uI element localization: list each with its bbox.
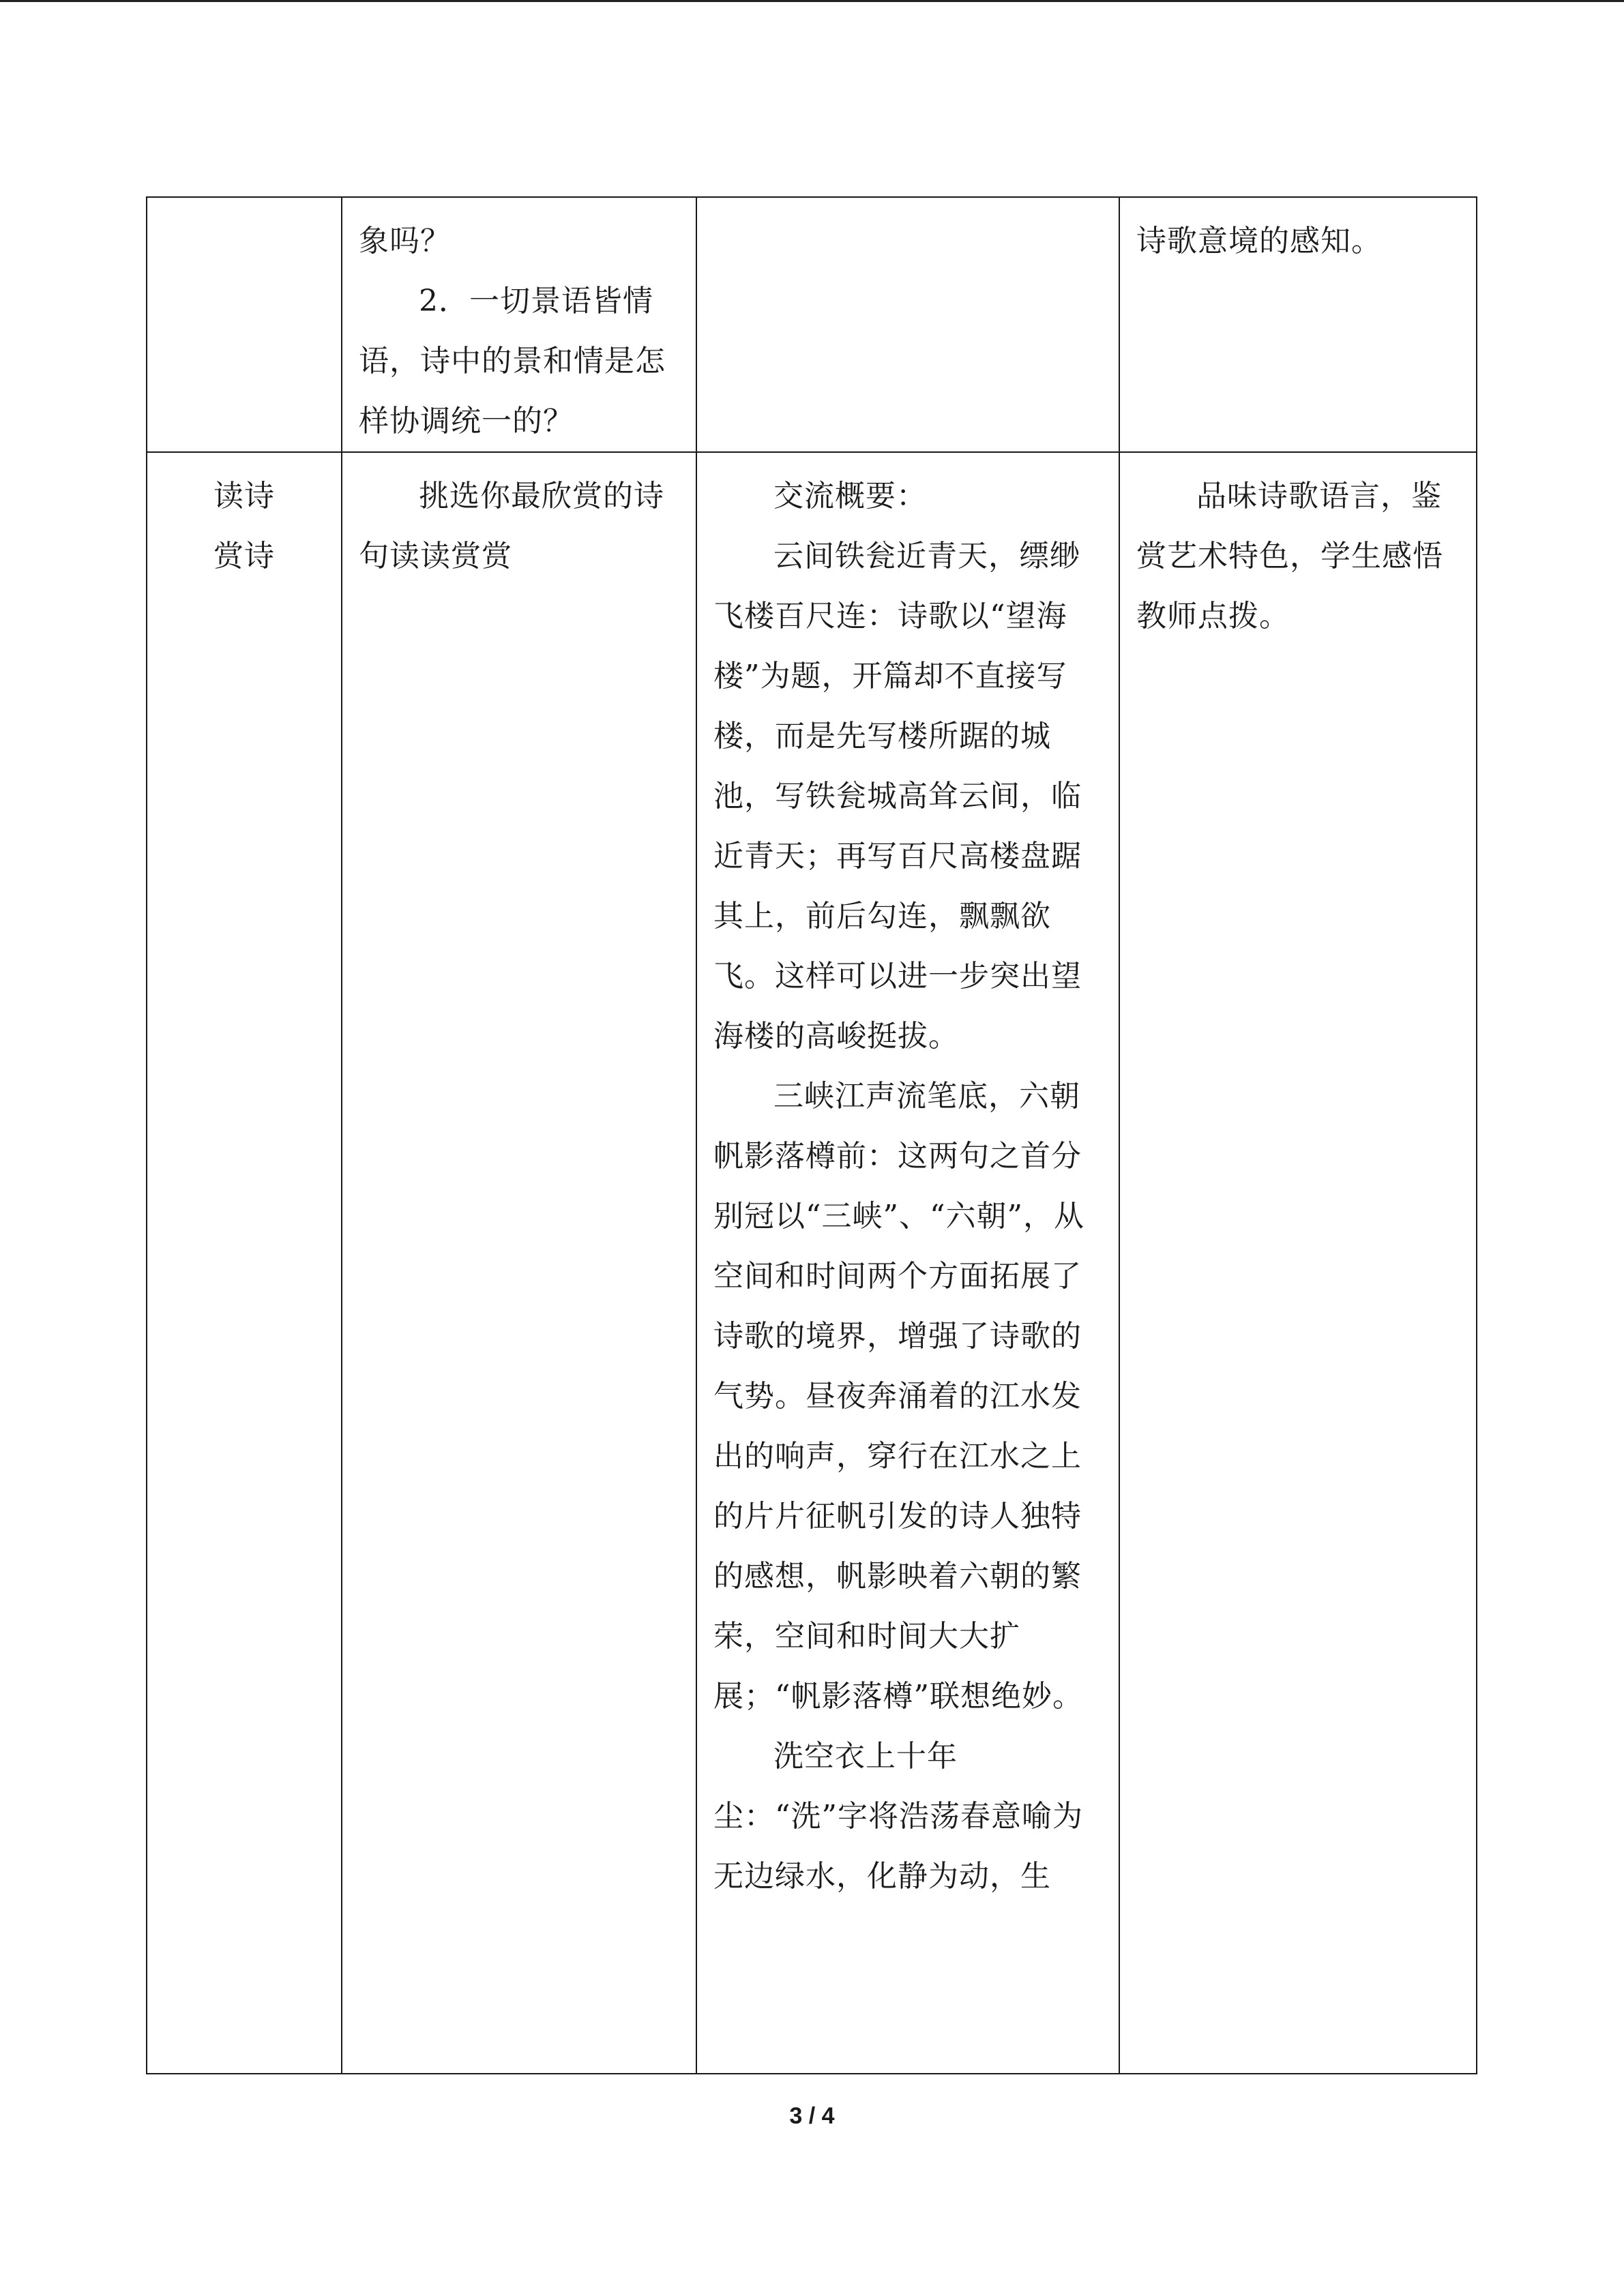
summary-paragraph-1: 云间铁瓮近青天，缥缈飞楼百尺连：诗歌以“望海楼”为题，开篇却不直接写楼，而是先写楼所踞的城池，写铁瓮城高耸云间，临近青天；再写百尺高楼盘踞其上，前后勾连，飘飘欲飞。这样可以进一步突出望海楼的高峻挺拔。 [713, 539, 1082, 1054]
stage-label-line-1: 读诗 [213, 479, 275, 513]
purpose-text: 品味诗歌语言，鉴赏艺术特色，学生感悟教师点拨。 [1136, 479, 1443, 633]
summary-paragraph-2: 三峡江声流笔底，六朝帆影落樽前：这两句之首分别冠以“三峡”、“六朝”，从空间和时间两个方面拓展了诗歌的境界，增强了诗歌的气势。昼夜奔涌着的江水发出的响声，穿行在江水之上的片片征帆引发的诗人独特的感想，帆影映着六朝的繁荣，空间和时间大大扩展；“帆影落樽”联想绝妙。 [713, 1079, 1084, 1714]
activity-text: 挑选你最欣赏的诗句读读赏赏 [359, 479, 664, 573]
page-number: 3 / 4 [789, 2103, 835, 2129]
table-cell-activity [342, 197, 696, 452]
table-cell-summary [696, 452, 1119, 2074]
table-cell-summary [696, 197, 1119, 452]
table-cell-stage [147, 452, 342, 2074]
summary-paragraph-3: 洗空衣上十年尘：“洗”字将浩荡春意喻为无边绿水，化静为动，生 [713, 1739, 1083, 1894]
table-cell-stage [147, 197, 342, 452]
table-row [147, 452, 1477, 2074]
lesson-plan-table [146, 196, 1477, 2074]
stage-label-line-2: 赏诗 [213, 539, 275, 573]
purpose-text: 诗歌意境的感知。 [1136, 224, 1382, 258]
table-row [147, 197, 1477, 452]
summary-heading: 交流概要： [773, 479, 927, 513]
table-cell-purpose [1119, 452, 1477, 2074]
activity-question-2: 2．一切景语皆情语，诗中的景和情是怎样协调统一的？ [359, 284, 666, 438]
activity-text-continued: 象吗？ [359, 224, 451, 258]
table-cell-activity [342, 452, 696, 2074]
top-border-line [0, 0, 1624, 2]
table-cell-purpose [1119, 197, 1477, 452]
